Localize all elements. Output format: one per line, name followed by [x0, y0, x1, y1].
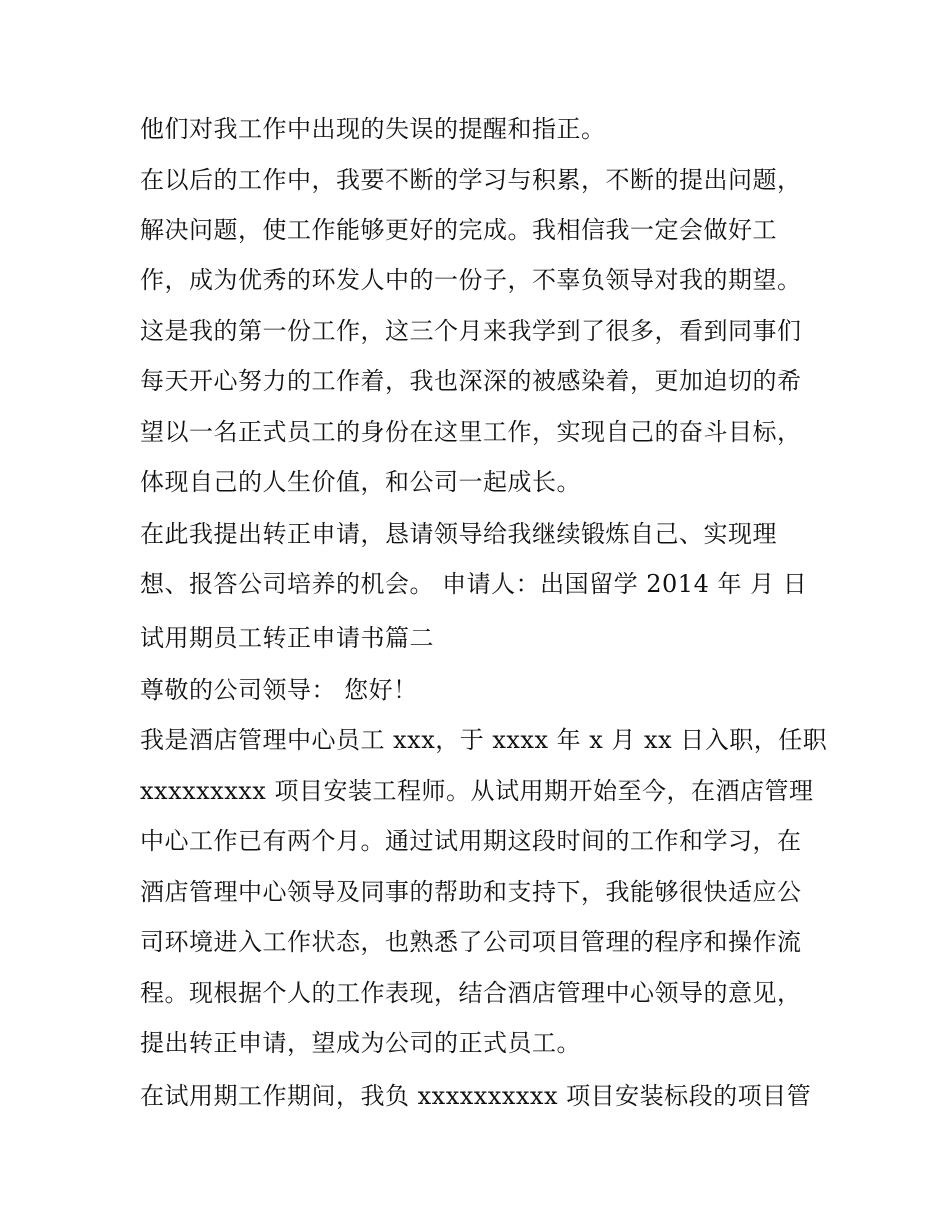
salutation: 尊敬的公司领导： 您好！: [140, 676, 418, 704]
text-line: 中心工作已有两个月。通过试用期这段时间的工作和学习，在: [140, 827, 802, 855]
text-line: 在试用期工作期间，我负 xxxxxxxxxx 项目安装标段的项目管: [140, 1082, 812, 1110]
text-line: 在以后的工作中，我要不断的学习与积累，不断的提出问题，: [140, 166, 802, 194]
text-line: 在此我提出转正申请，恳请领导给我继续锻炼自己、实现理: [140, 520, 777, 548]
text-line: 每天开心努力的工作着，我也深深的被感染着，更加迫切的希: [140, 367, 802, 395]
text-line: 程。现根据个人的工作表现，结合酒店管理中心领导的意见，: [140, 979, 802, 1007]
text-line: 司环境进入工作状态，也熟悉了公司项目管理的程序和操作流: [140, 928, 802, 956]
text-line: 这是我的第一份工作，这三个月来我学到了很多，看到同事们: [140, 317, 802, 345]
text-line: 提出转正申请，望成为公司的正式员工。: [140, 1029, 581, 1057]
text-line: 他们对我工作中出现的失误的提醒和指正。: [140, 115, 606, 143]
text-line: 想、报答公司培养的机会。 申请人：出国留学 2014 年 月 日: [140, 570, 808, 598]
text-line: 作，成为优秀的环发人中的一份子，不辜负领导对我的期望。: [140, 266, 802, 294]
text-line: 望以一名正式员工的身份在这里工作，实现自己的奋斗目标，: [140, 418, 802, 446]
section-heading: 试用期员工转正申请书篇二: [140, 624, 434, 652]
text-line: 酒店管理中心领导及同事的帮助和支持下，我能够很快适应公: [140, 878, 802, 906]
text-line: 体现自己的人生价值，和公司一起成长。: [140, 468, 581, 496]
text-line: 我是酒店管理中心员工 xxx，于 xxxx 年 x 月 xx 日入职，任职: [140, 726, 828, 754]
text-line: xxxxxxxxx 项目安装工程师。从试用期开始至今，在酒店管理: [140, 777, 814, 805]
text-line: 解决问题，使工作能够更好的完成。我相信我一定会做好工: [140, 216, 777, 244]
